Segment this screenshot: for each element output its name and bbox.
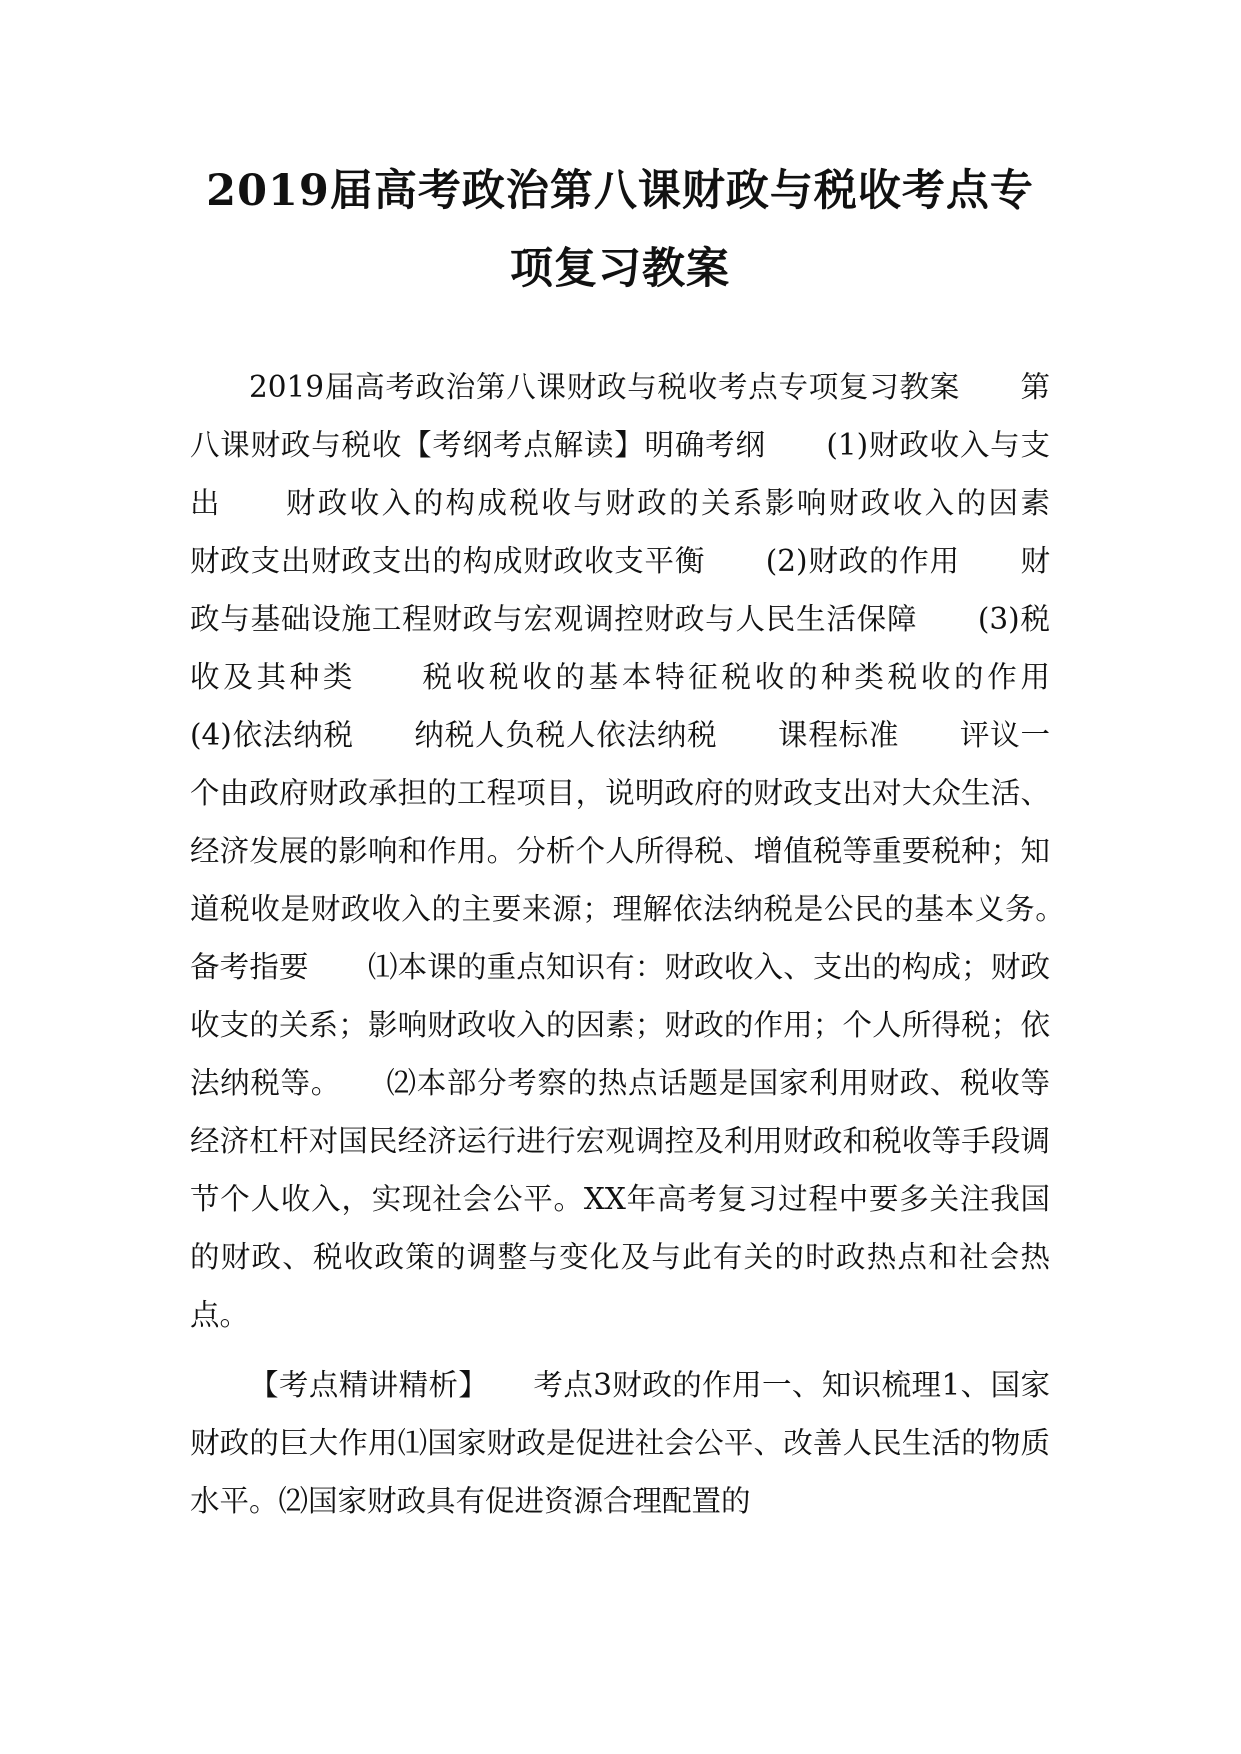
body-paragraph: 2019届高考政治第八课财政与税收考点专项复习教案 第八课财政与税收【考纲考点解读】明确考纲 (1)财政收入与支出 财政收入的构成税收与财政的关系影响财政收入的因素 财政支出财政支出的构成财政收支平衡 (2)财政的作用 财政与基础设施工程财政与宏观调控财政与人民生活保障 (3)税收及其种类 税收税收的基本特征税收的种类税收的作用 (4)依法纳税 纳税人负税人依法纳税 课程标准 评议一个由政府财政承担的工程项目，说明政府的财政支出对大众生活、经济发展的影响和作用。分析个人所得税、增值税等重要税种；知道税收是财政收入的主要来源；理解依法纳税是公民的基本义务。 备考指要 ⑴本课的重点知识有：财政收入、支出的构成；财政收支的关系；影响财政收入的因素；财政的作用；个人所得税；依法纳税等。 ⑵本部分考察的热点话题是国家利用财政、税收等经济杠杆对国民经济运行进行宏观调控及利用财政和税收等手段调节个人收入，实现社会公平。XX年高考复习过程中要多关注我国的财政、税收政策的调整与变化及与此有关的时政热点和社会热点。 xyxy=(190,370,1110,1332)
document-title: 2019届高考政治第八课财政与税收考点专项复习教案 xyxy=(206,166,1034,294)
document-body xyxy=(190,358,1110,1530)
body-paragraph: 【考点精讲精析】 考点3财政的作用一、知识梳理1、国家财政的巨大作用⑴国家财政是促进社会公平、改善人民生活的物质水平。⑵国家财政具有促进资源合理配置的 xyxy=(190,1368,1050,1518)
